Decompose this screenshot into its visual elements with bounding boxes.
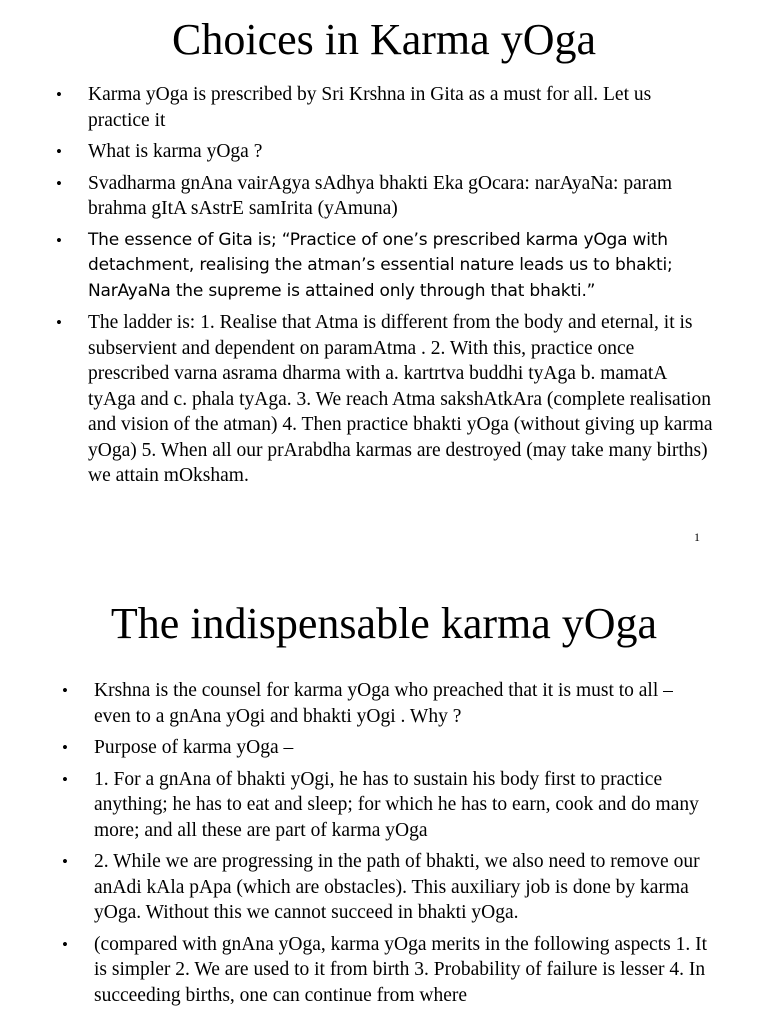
- bullet-list: [62, 678, 712, 1014]
- bullet-icon: •: [56, 313, 62, 332]
- bullet-icon: •: [56, 142, 62, 161]
- slide-2: [0, 560, 768, 1024]
- bullet-icon: •: [56, 173, 62, 193]
- bullet-text: The essence of Gita is; “Practice of one’s prescribed karma yOga with detachment, realising the atman’s essential nature leads us to bhakti; NarAyaNa the supreme is attained only through that bhakti.”: [88, 229, 673, 301]
- bullet-text: (compared with gnAna yOga, karma yOga merits in the following aspects 1. It is simpler 2. We are used to it from birth 3. Probability of failure is lesser 4. In succeeding births, one can continue from where: [94, 933, 708, 1006]
- bullet-text: Krshna is the counsel for karma yOga who preached that it is must to all – even to a gnAna yOgi and bhakti yOgi . Why ?: [94, 680, 673, 727]
- bullet-item: [62, 849, 712, 926]
- bullet-icon: •: [62, 681, 68, 700]
- bullet-text: Purpose of karma yOga –: [94, 737, 294, 758]
- bullet-item: [62, 678, 712, 729]
- bullet-item: [62, 735, 712, 761]
- bullet-list: [56, 82, 716, 495]
- bullet-text: 2. While we are progressing in the path of bhakti, we also need to remove our anAdi kAla pApa (which are obstacles). This auxiliary job is done by karma yOga. Without this we cannot succeed in bhakti yOga.: [94, 851, 700, 923]
- bullet-item: [56, 310, 716, 489]
- bullet-icon: •: [56, 85, 62, 104]
- bullet-text: The ladder is: 1. Realise that Atma is different from the body and eternal, it is subservient and dependent on paramAtma . 2. With this, practice once prescribed varna asrama dharma with a. kartrtva buddhi tyAga b. mamatA tyAga and c. phala tyAga. 3. We reach Atma sakshAtkAra (complete realisation and vision of the atman) 4. Then practice bhakti yOga (without giving up karma yOga) 5. When all our prArabdha karmas are destroyed (may take many births) we attain mOksham.: [88, 312, 713, 486]
- bullet-item: [56, 228, 716, 305]
- bullet-text: Karma yOga is prescribed by Sri Krshna in Gita as a must for all. Let us practice it: [88, 84, 652, 131]
- slide-title: Choices in Karma yOga: [172, 15, 596, 64]
- bullet-icon: •: [56, 230, 62, 250]
- bullet-item: [56, 171, 716, 222]
- bullet-item: [62, 767, 712, 844]
- bullet-icon: •: [62, 769, 68, 789]
- bullet-icon: •: [62, 934, 68, 954]
- bullet-text: Svadharma gnAna vairAgya sAdhya bhakti Eka gOcara: narAyaNa: param brahma gItA sAstrE samIrita (yAmuna): [88, 172, 673, 219]
- bullet-text: 1. For a gnAna of bhakti yOgi, he has to sustain his body first to practice anything; he has to eat and sleep; for which he has to earn, cook and do many more; and all these are part of karma yOga: [94, 768, 699, 841]
- bullet-item: [56, 139, 716, 165]
- bullet-item: [56, 82, 716, 133]
- bullet-icon: •: [62, 852, 68, 871]
- page-number: 1: [694, 530, 700, 544]
- bullet-item: [62, 932, 712, 1009]
- slide-title: The indispensable karma yOga: [110, 599, 658, 648]
- bullet-text: What is karma yOga ?: [88, 141, 263, 162]
- bullet-icon: •: [62, 738, 68, 757]
